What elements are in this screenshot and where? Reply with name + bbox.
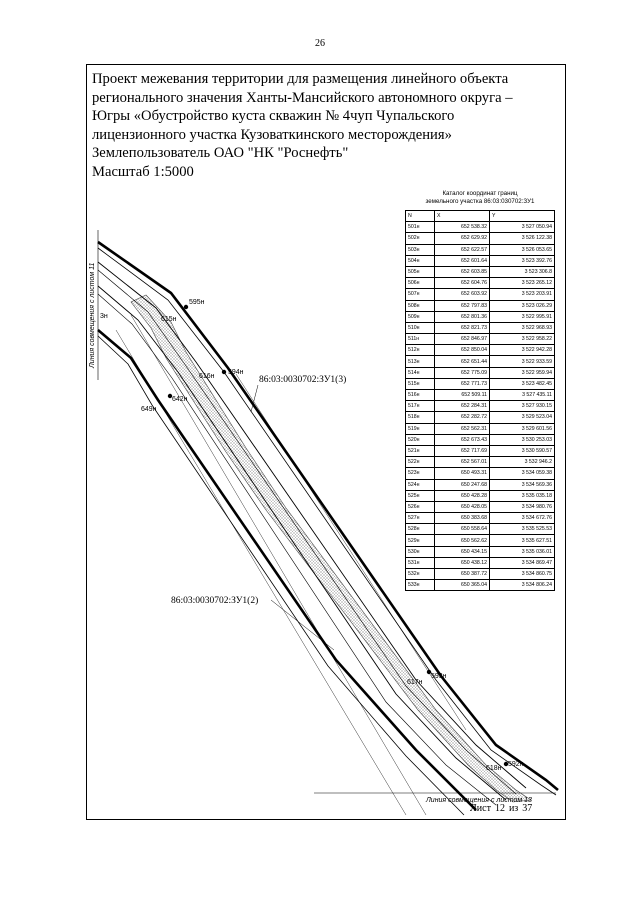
catalog-cell-n: 501н — [406, 222, 435, 233]
catalog-cell-x: 652 797.83 — [435, 300, 490, 311]
catalog-cell-n: 515н — [406, 378, 435, 389]
catalog-cell-y: 3 522 959.94 — [490, 367, 555, 378]
catalog-cell-n: 511н — [406, 334, 435, 345]
catalog-header-row — [406, 211, 555, 222]
catalog-cell-x: 652 604.76 — [435, 278, 490, 289]
catalog-cell-x: 652 567.01 — [435, 457, 490, 468]
title-line-1: Проект межевания территории для размещения линейного объекта — [92, 71, 509, 87]
catalog-row — [406, 233, 555, 244]
catalog-cell-x: 652 801.36 — [435, 311, 490, 322]
catalog-title-line-2: земельного участка 86:03:030702:ЗУ1 — [425, 198, 535, 205]
catalog-row — [406, 569, 555, 580]
catalog-row — [406, 580, 555, 591]
catalog-cell-x: 652 850.04 — [435, 345, 490, 356]
parcel-label-1: 86:03:0030702:ЗУ1(3) — [259, 375, 347, 385]
catalog-cell-n: 522н — [406, 457, 435, 468]
header-n: N — [406, 211, 435, 222]
catalog-cell-n: 513н — [406, 356, 435, 367]
catalog-cell-n: 520н — [406, 434, 435, 445]
reference-line-2 — [131, 315, 426, 815]
catalog-row — [406, 222, 555, 233]
catalog-cell-n: 523н — [406, 468, 435, 479]
catalog-cell-y: 3 527 050.94 — [490, 222, 555, 233]
catalog-cell-y: 3 530 590.57 — [490, 445, 555, 456]
catalog-table — [405, 210, 555, 591]
catalog-cell-y: 3 523 482.45 — [490, 378, 555, 389]
title-line-2: регионального значения Ханты-Мансийского автономного округа – — [92, 89, 513, 106]
point-label-616: 616н — [199, 373, 215, 380]
title-line-3: Югры «Обустройство куста скважин № 4чуп Чупальского — [92, 108, 455, 125]
coordinate-catalog — [405, 190, 555, 591]
catalog-cell-y: 3 527 435.11 — [490, 390, 555, 401]
catalog-cell-y: 3 535 035.18 — [490, 490, 555, 501]
sheet-of: из — [508, 803, 519, 814]
catalog-title-line-1: Каталог координат границ — [442, 190, 518, 197]
catalog-row — [406, 423, 555, 434]
catalog-body — [406, 222, 555, 591]
catalog-row — [406, 266, 555, 277]
catalog-row — [406, 322, 555, 333]
catalog-cell-y: 3 523 392.76 — [490, 255, 555, 266]
catalog-cell-x: 650 562.62 — [435, 535, 490, 546]
parcel-label-2: 86:03:0030702:ЗУ1(2) — [171, 596, 259, 606]
catalog-cell-y: 3 534 869.47 — [490, 557, 555, 568]
point-label-3: 3н — [100, 313, 108, 320]
catalog-row — [406, 367, 555, 378]
catalog-cell-n: 507н — [406, 289, 435, 300]
catalog-cell-n: 532н — [406, 569, 435, 580]
point-label-593: 593н — [431, 673, 447, 680]
header-y: Y — [490, 211, 555, 222]
catalog-cell-y: 3 535 036.01 — [490, 546, 555, 557]
catalog-row — [406, 546, 555, 557]
catalog-cell-n: 527н — [406, 513, 435, 524]
catalog-cell-y: 3 534 569.36 — [490, 479, 555, 490]
sheet-word: Лист — [470, 803, 491, 814]
catalog-cell-x: 652 282.72 — [435, 412, 490, 423]
catalog-row — [406, 479, 555, 490]
catalog-cell-y: 3 534 059.38 — [490, 468, 555, 479]
sheet-total: 37 — [522, 803, 533, 814]
catalog-cell-x: 652 629.92 — [435, 233, 490, 244]
catalog-cell-y: 3 535 627.51 — [490, 535, 555, 546]
catalog-cell-x: 652 775.09 — [435, 367, 490, 378]
catalog-cell-x: 652 771.73 — [435, 378, 490, 389]
catalog-cell-y: 3 523 306.8 — [490, 266, 555, 277]
catalog-cell-y: 3 534 860.75 — [490, 569, 555, 580]
catalog-cell-n: 503н — [406, 244, 435, 255]
header-x: X — [435, 211, 490, 222]
left-combination-label: Линия совмещения с листом 11 — [89, 262, 96, 368]
catalog-cell-y: 3 522 968.93 — [490, 322, 555, 333]
catalog-row — [406, 378, 555, 389]
title-block — [92, 70, 562, 182]
catalog-row — [406, 490, 555, 501]
catalog-cell-n: 529н — [406, 535, 435, 546]
catalog-cell-y: 3 535 525.53 — [490, 524, 555, 535]
catalog-row — [406, 311, 555, 322]
catalog-cell-y: 3 534 672.76 — [490, 513, 555, 524]
catalog-row — [406, 513, 555, 524]
catalog-row — [406, 289, 555, 300]
catalog-cell-n: 512н — [406, 345, 435, 356]
catalog-cell-y: 3 532 946.2 — [490, 457, 555, 468]
catalog-row — [406, 412, 555, 423]
point-label-642: 642н — [172, 396, 188, 403]
catalog-cell-y: 3 534 806.24 — [490, 580, 555, 591]
catalog-cell-x: 652 622.57 — [435, 244, 490, 255]
catalog-cell-y: 3 522 958.22 — [490, 334, 555, 345]
catalog-cell-y: 3 526 053.65 — [490, 244, 555, 255]
catalog-cell-n: 533н — [406, 580, 435, 591]
catalog-row — [406, 356, 555, 367]
point-label-617: 617н — [407, 679, 423, 686]
catalog-cell-n: 528н — [406, 524, 435, 535]
catalog-cell-n: 525н — [406, 490, 435, 501]
catalog-cell-x: 650 387.72 — [435, 569, 490, 580]
catalog-cell-n: 502н — [406, 233, 435, 244]
catalog-cell-x: 652 673.43 — [435, 434, 490, 445]
catalog-cell-n: 504н — [406, 255, 435, 266]
point-label-649: 649н — [141, 406, 157, 413]
point-594-marker — [222, 370, 226, 374]
catalog-row — [406, 255, 555, 266]
catalog-cell-n: 508н — [406, 300, 435, 311]
catalog-cell-x: 652 562.31 — [435, 423, 490, 434]
title-line-4: лицензионного участка Кузоваткинского месторождения» — [92, 126, 452, 143]
catalog-cell-x: 650 383.68 — [435, 513, 490, 524]
catalog-cell-x: 652 603.92 — [435, 289, 490, 300]
parcel-2-leader — [271, 600, 334, 650]
catalog-cell-n: 510н — [406, 322, 435, 333]
catalog-row — [406, 501, 555, 512]
catalog-cell-x: 652 846.97 — [435, 334, 490, 345]
catalog-row — [406, 390, 555, 401]
catalog-cell-x: 652 603.85 — [435, 266, 490, 277]
catalog-cell-x: 650 428.28 — [435, 490, 490, 501]
catalog-row — [406, 334, 555, 345]
catalog-cell-x: 652 717.69 — [435, 445, 490, 456]
catalog-row — [406, 244, 555, 255]
catalog-cell-y: 3 526 122.38 — [490, 233, 555, 244]
catalog-cell-y: 3 523 265.12 — [490, 278, 555, 289]
catalog-cell-n: 530н — [406, 546, 435, 557]
catalog-cell-n: 505н — [406, 266, 435, 277]
land-user-line: Землепользователь ОАО "НК "Роснефть" — [92, 145, 349, 162]
catalog-cell-n: 516н — [406, 390, 435, 401]
reference-line-1 — [116, 330, 406, 815]
catalog-cell-x: 652 601.64 — [435, 255, 490, 266]
catalog-cell-n: 526н — [406, 501, 435, 512]
catalog-row — [406, 401, 555, 412]
point-label-592: 592н — [508, 761, 524, 768]
catalog-cell-n: 518н — [406, 412, 435, 423]
sheet-number: 12 — [494, 803, 505, 814]
catalog-cell-y: 3 529 523.04 — [490, 412, 555, 423]
catalog-cell-n: 521н — [406, 445, 435, 456]
catalog-cell-n: 517н — [406, 401, 435, 412]
catalog-cell-x: 650 365.04 — [435, 580, 490, 591]
catalog-cell-x: 650 428.05 — [435, 501, 490, 512]
catalog-row — [406, 300, 555, 311]
catalog-cell-x: 650 438.12 — [435, 557, 490, 568]
catalog-row — [406, 457, 555, 468]
catalog-row — [406, 445, 555, 456]
point-label-594: 594н — [228, 369, 244, 376]
catalog-cell-x: 650 247.68 — [435, 479, 490, 490]
catalog-cell-n: 506н — [406, 278, 435, 289]
catalog-cell-n: 524н — [406, 479, 435, 490]
catalog-row — [406, 557, 555, 568]
catalog-row — [406, 524, 555, 535]
catalog-row — [406, 278, 555, 289]
catalog-cell-x: 652 509.11 — [435, 390, 490, 401]
catalog-cell-y: 3 522 995.91 — [490, 311, 555, 322]
catalog-cell-y: 3 522 942.28 — [490, 345, 555, 356]
catalog-cell-y: 3 523 203.91 — [490, 289, 555, 300]
catalog-row — [406, 535, 555, 546]
catalog-cell-y: 3 522 933.59 — [490, 356, 555, 367]
point-595-marker — [184, 305, 188, 309]
catalog-cell-y: 3 527 930.15 — [490, 401, 555, 412]
catalog-cell-x: 652 284.31 — [435, 401, 490, 412]
catalog-cell-x: 652 538.32 — [435, 222, 490, 233]
page-number: 26 — [315, 38, 325, 49]
catalog-cell-n: 531н — [406, 557, 435, 568]
catalog-cell-n: 514н — [406, 367, 435, 378]
catalog-row — [406, 434, 555, 445]
catalog-cell-x: 650 434.15 — [435, 546, 490, 557]
point-label-595: 595н — [189, 299, 205, 306]
bottom-combination-label: Линия совмещения с листом 13 — [426, 797, 532, 804]
sheet-number-label — [470, 803, 536, 814]
catalog-cell-x: 652 651.44 — [435, 356, 490, 367]
catalog-cell-x: 652 821.73 — [435, 322, 490, 333]
point-label-618: 618н — [486, 765, 502, 772]
catalog-cell-y: 3 529 601.56 — [490, 423, 555, 434]
catalog-cell-n: 519н — [406, 423, 435, 434]
catalog-cell-x: 650 493.31 — [435, 468, 490, 479]
catalog-cell-y: 3 530 253.03 — [490, 434, 555, 445]
catalog-cell-n: 509н — [406, 311, 435, 322]
point-label-615: 615н — [161, 316, 177, 323]
catalog-cell-y: 3 534 980.76 — [490, 501, 555, 512]
catalog-row — [406, 345, 555, 356]
catalog-cell-y: 3 523 026.29 — [490, 300, 555, 311]
catalog-row — [406, 468, 555, 479]
catalog-cell-x: 650 558.64 — [435, 524, 490, 535]
scale-line: Масштаб 1:5000 — [92, 163, 194, 180]
